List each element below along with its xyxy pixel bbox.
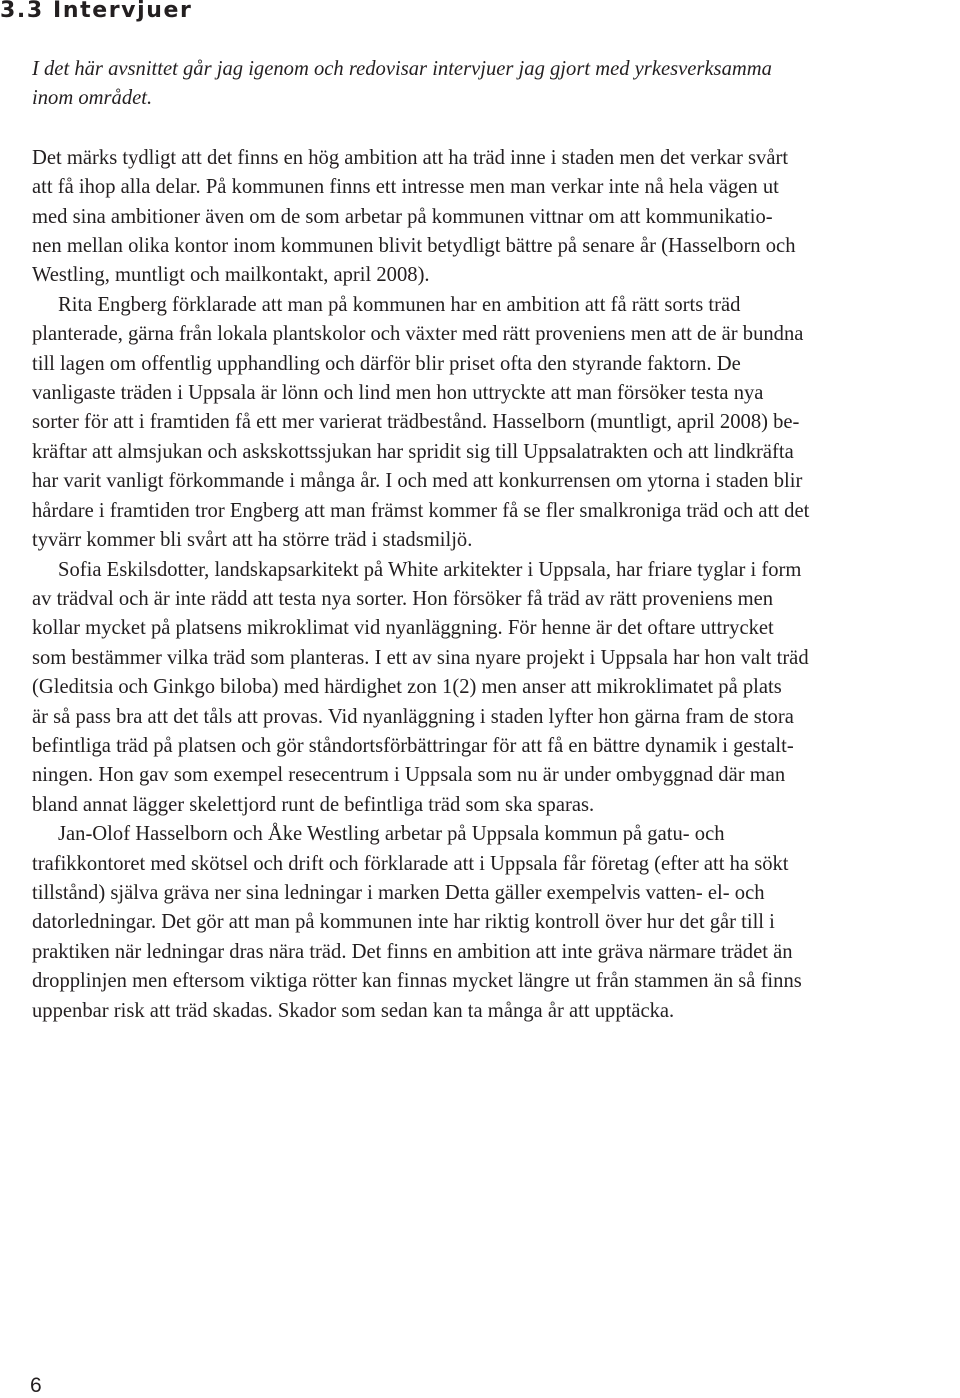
paragraph-line: Westling, muntligt och mailkontakt, april 2008). — [32, 264, 430, 287]
paragraph-line: av trädval och är inte rädd att testa nya sorter. Hon försöker få träd av rätt proveniens men — [32, 587, 774, 610]
paragraph-line: till lagen om offentlig upphandling och därför blir priset ofta den styrande faktorn. De — [32, 352, 741, 375]
paragraph-line: som bestämmer vilka träd som planteras. I ett av sina nyare projekt i Uppsala har hon valt träd — [32, 646, 809, 669]
paragraph-1 — [32, 144, 956, 291]
section-heading: 3.3 Intervjuer — [0, 0, 193, 23]
intro-line: inom området. — [32, 87, 153, 110]
paragraph-line: sorter för att i framtiden få ett mer varierat trädbestånd. Hasselborn (muntligt, april 2008) be- — [32, 411, 800, 434]
paragraph-line: planterade, gärna från lokala plantskolor och växter med rätt proveniens men att de är bundna — [32, 323, 804, 346]
section-intro — [32, 55, 956, 114]
paragraph-line: befintliga träd på platsen och gör ståndortsförbättringar för att få en bättre dynamik i gestalt- — [32, 734, 794, 757]
paragraph-line: hårdare i framtiden tror Engberg att man främst kommer få se fler smalkroniga träd och att det — [32, 499, 810, 522]
paragraph-line: kollar mycket på platsens mikroklimat vid nyanläggning. För henne är det oftare uttrycket — [32, 617, 774, 640]
paragraph-line: datorledningar. Det gör att man på kommunen inte har riktig kontroll över hur det går till i — [32, 911, 775, 934]
paragraph-line: Sofia Eskilsdotter, landskapsarkitekt på White arkitekter i Uppsala, har friare tyglar i form — [58, 558, 802, 581]
paragraph-line: Det märks tydligt att det finns en hög ambition att ha träd inne i staden men det verkar svårt — [32, 146, 789, 169]
paragraph-line: praktiken när ledningar dras nära träd. Det finns en ambition att inte gräva närmare trädet än — [32, 940, 793, 963]
paragraph-line: vanligaste träden i Uppsala är lönn och lind men hon uttryckte att man försöker testa nya — [32, 382, 764, 405]
page-body — [32, 55, 956, 1026]
intro-line: I det här avsnittet går jag igenom och redovisar intervjuer jag gjort med yrkesverksamma — [32, 58, 772, 80]
paragraph-3 — [32, 556, 956, 821]
paragraph-line: att få ihop alla delar. På kommunen finns ett intresse men man verkar inte nå hela vägen ut — [32, 176, 779, 199]
paragraph-line: kräftar att almsjukan och askskottssjukan har spridit sig till Uppsalatrakten och att lindkräfta — [32, 440, 794, 463]
paragraph-2 — [32, 291, 956, 556]
paragraph-line: uppenbar risk att träd skadas. Skador som sedan kan ta många år att upptäcka. — [32, 999, 675, 1022]
paragraph-line: är så pass bra att det tåls att provas. Vid nyanläggning i staden lyfter hon gärna fram de stora — [32, 705, 794, 728]
paragraph-line: Rita Engberg förklarade att man på kommunen har en ambition att få rätt sorts träd — [58, 293, 741, 316]
paragraph-4 — [32, 820, 956, 1026]
paragraph-line: med sina ambitioner även om de som arbetar på kommunen vittnar om att kommunikatio- — [32, 205, 773, 228]
paragraph-line: bland annat lägger skelettjord runt de befintliga träd som ska sparas. — [32, 793, 595, 816]
paragraph-line: har varit vanligt förkommande i många år. I och med att konkurrensen om ytorna i staden blir — [32, 470, 803, 493]
paragraph-line: Jan-Olof Hasselborn och Åke Westling arbetar på Uppsala kommun på gatu- och — [58, 823, 725, 846]
paragraph-line: ningen. Hon gav som exempel resecentrum i Uppsala som nu är under ombyggnad där man — [32, 764, 786, 787]
paragraph-line: tyvärr kommer bli svårt att ha större träd i stadsmiljö. — [32, 529, 473, 552]
page-number: 6 — [30, 1374, 42, 1397]
paragraph-line: dropplinjen men eftersom viktiga rötter kan finnas mycket längre ut från stammen än så finns — [32, 970, 802, 993]
paragraph-line: trafikkontoret med skötsel och drift och förklarade att i Uppsala får företag (efter att ha sökt — [32, 852, 789, 875]
paragraph-line: nen mellan olika kontor inom kommunen blivit betydligt bättre på senare år (Hasselborn och — [32, 235, 796, 258]
paragraph-line: tillstånd) själva gräva ner sina ledningar i marken Detta gäller exempelvis vatten- el- och — [32, 881, 765, 904]
paragraph-line: (Gleditsia och Ginkgo biloba) med härdighet zon 1(2) men anser att mikroklimatet på plats — [32, 676, 782, 699]
